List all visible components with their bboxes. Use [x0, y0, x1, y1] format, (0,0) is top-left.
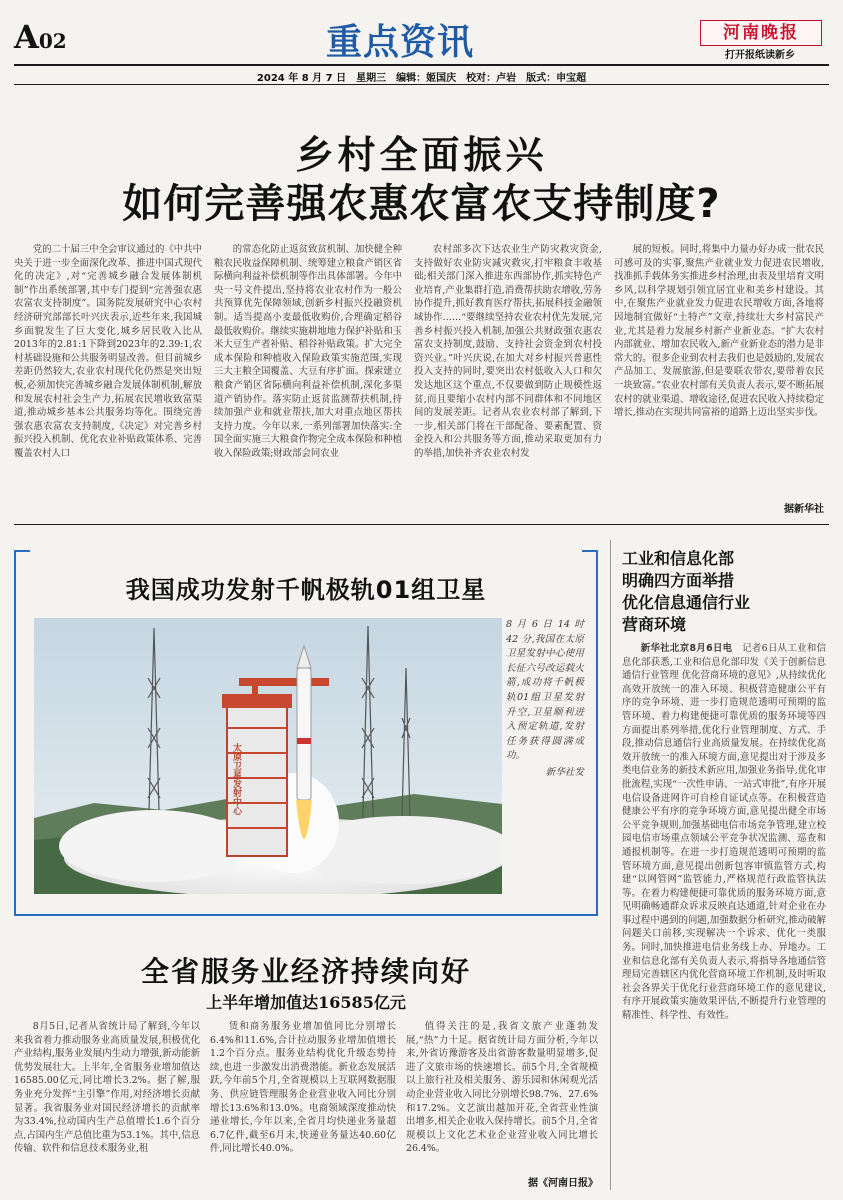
lead-paragraph: 党的二十届三中全会审议通过的《中共中央关于进一步全面深化改革、推进中国式现代化的决定》,对“完善城乡融合发展体制机制”作出系统部署,其中专门提到“完善强农惠农富农支持制度”。国务院发展研究中心农村经济研究部部长叶兴庆表示,近些年来,我国城乡面貌发生了巨大变化,城乡居民收入比从2013年的2.81:1下降到2023年的2.39:1,农村基础设施和公共服务明显改善。但目前城乡差距仍然较大,农业农村现代化仍然是突出短板,必须加快完善城乡融合发展体制机制,解放和发展农村社会生产力,拓展农民增收致富渠道,推动城乡基本公共服务均等化。围绕完善强农惠农富农支持制度,《决定》对完善乡村振兴投入机制、优化农业补贴政策体系、完善覆盖农村人口: [14, 244, 202, 459]
industry-body: [622, 642, 826, 1190]
photo-caption: [506, 618, 584, 780]
lead-paragraph: 农村部多次下达农业生产防灾救灾资金,支持做好农业防灾减灾救灾,打牢粮食丰收基础;相关部门深入推进东西部协作,抓实特色产业培育,产业集群打造,消费帮扶助农增收,劳务协作提升,抓好教育医疗帮扶,拓展科技金融领域协作……“要继续坚持农业农村优先发展,完善乡村振兴投入机制,加强公共财政强农惠农富农支持制度,鼓励、支持社会资金到农村投资兴业。”叶兴庆说,在加大对乡村振兴普惠性投入支持的同时,要突出农村低收入人口和欠发达地区这个重点,不仅要做到防止规模性返贫,而且要缩小农村内部不同群体和不同地区间的发展差距。记者从农业农村部了解到,下一步,相关部门将在干部配备、要素配置、资金投入和公共服务等方面,推动采取更加有力的举措,加快补齐农业农村发: [414, 244, 602, 459]
industry-headline-line: 明确四方面举措: [622, 571, 735, 590]
launch-photo-illustration: [34, 618, 502, 894]
photo-credit: 新华社发: [545, 766, 584, 778]
header-rule: [14, 64, 829, 66]
service-headline: 全省服务业经济持续向好: [140, 955, 471, 988]
lead-source: 据新华社: [784, 504, 824, 515]
service-paragraph: 8月5日,记者从省统计局了解到,今年以来我省着力推动服务业高质量发展,积极优化产业结构,服务业发展内生动力增强,新动能新优势发展壮大。上半年,全省服务业增加值达16585.00亿元,同比增长3.2%。据了解,服务业充分发挥“主引擎”作用,对经济增长贡献显著。我省服务业对国民经济增长的贡献率为33.4%,拉动国内生产总值增长1.6个百分点,占国内生产总值比重为53.1%。其中,信息传输、软件和信息技术服务业,租: [14, 1021, 200, 1155]
service-column-1: [14, 1020, 200, 1190]
header-rule-lower: [14, 84, 829, 85]
lead-column-3: [414, 243, 602, 515]
lead-bottom-rule: [14, 524, 829, 525]
lead-column-4: [614, 243, 824, 491]
industry-body-text: 记者6日从工业和信息化部获悉,工业和信息化部印发《关于创新信息通信行业管理 优化营商环境的意见》,从持续优化高效开放统一的准入环境、积极营造健康公平有序的竞争环境、进一步打造规范透明可预期的监管环境、着力构建便捷可靠优质的服务环境等四方面提出系列举措,优化行业管理制度、方式、手段,推动信息通信行业高质量发展。在持续优化高效开放统一的准入环境方面,意见提出对于涉及多类电信业务的新技术新应用,加强业务指导,优化审批流程,实现“一次性申请、一站式审批”,有序开展电信设备进网许可自检自证试点等。在积极营造健康公平有序的竞争环境方面,意见提出健全市场公平竞争规则,加强基础电信市场竞争管理,建立校园电信市场重点领域公平竞争状况监测、巡查和通报机制等。在进一步打造规范透明可预期的监管环境方面,意见提出创新包容审慎监管方式,构建“以网管网”监管能力,严格规范行政监管执法等。在着力构建便捷可靠优质的服务环境方面,意见明确畅通群众诉求反映直达通道,针对企业在办事过程中遇到的问题,加强数据分析研究,推动破解问题关口前移,实现解决一个诉求、优化一类服务。同时,加快推进电信业务线上办、异地办。工业和信息化部有关负责人表示,将指导各地通信管理局完善辖区内优化营商环境工作机制,及时听取社会各界关于优化行业营商环境工作的意见建议,有序开展政策实施效果评估,不断提升行业管理的精准性、科学性、有效性。: [622, 643, 826, 1022]
satellite-title-mask: [30, 540, 582, 562]
industry-headline-line: 营商环境: [622, 615, 687, 634]
industry-headline: [622, 548, 832, 636]
page-number-digits: 02: [38, 29, 67, 53]
section-title: 重点资讯: [325, 22, 474, 63]
lead-headline-2: 如何完善强农惠农富农支持制度?: [122, 181, 721, 227]
lead-headline-1: 乡村全面振兴: [295, 133, 548, 177]
satellite-title: 我国成功发射千帆极轨01组卫星: [125, 576, 487, 604]
industry-headline-line: 优化信息通信行业: [622, 593, 751, 612]
service-column-2: [210, 1020, 396, 1190]
service-paragraph: 赁和商务服务业增加值同比分别增长6.4%和11.6%,合计拉动服务业增加值增长1.2个百分点。服务业结构优化升级态势持续,也进一步激发出消费潜能。新业态发展活跃,今年前5个月,全省规模以上互联网数据服务、供应链管理服务企业营业收入同比分别增长13.6%和13.0%。电商领域深度推动快递业增长,今年以来,全省月均快递业务量超6.7亿件,截至6月末,快递业务量达40.60亿件,同比增长40.0%。: [210, 1021, 396, 1155]
industry-dateline: 新华社北京8月6日电: [640, 643, 733, 654]
service-source: 据《河南日报》: [528, 1178, 598, 1189]
logo-slogan: 打开报纸读新乡: [725, 50, 795, 61]
service-subhead: 上半年增加值达16585亿元: [206, 993, 406, 1012]
industry-headline-line: 工业和信息化部: [622, 549, 735, 568]
photo-caption-text: 8 月 6 日 14 时 42 分,我国在太原卫星发射中心使用长征六号改运载火箭,成功将千帆极轨01组卫星发射升空,卫星顺利进入预定轨道,发射任务获得圆满成功。: [506, 619, 584, 762]
service-column-3: [406, 1020, 598, 1170]
lead-column-2: [214, 243, 402, 515]
lead-paragraph: 的常态化防止返贫致贫机制、加快健全种粮农民收益保障机制、统筹建立粮食产销区省际横向利益补偿机制等作出具体部署。今年中央一号文件提出,坚持将农业农村作为一般公共预算优先保障领域,创新乡村振兴投融资机制。适当提高小麦最低收购价,合理确定稻谷最低收购价。继续实施耕地地力保护补贴和玉米大豆生产者补贴、稻谷补贴政策。扩大完全成本保险和种植收入保险政策实施范围,实现三大主粮全国覆盖、大豆有序扩面。探索建立粮食产销区省际横向利益补偿机制,深化多渠道产销协作。落实防止返贫监测帮扶机制,持续加强产业和就业帮扶,加大对重点地区帮扶支持力度。今年以来,一系列部署加快落实:全国全面实施三大粮食作物完全成本保险和种植收入保险政策;财政部会同农业: [214, 244, 402, 459]
tower-sign: 太原卫星发射中心: [231, 743, 241, 815]
page-letter: A: [14, 18, 39, 56]
newspaper-logo: [700, 20, 822, 46]
meta-line: 2024 年 8 月 7 日 星期三 编辑：姬国庆 校对：卢岩 版式：申宝超: [256, 73, 587, 84]
logo-text: 河南晚报: [723, 23, 799, 43]
launch-photo: [34, 618, 502, 894]
page-number: [14, 18, 67, 54]
service-paragraph: 值得关注的是,我省文旅产业蓬勃发展,“热”力十足。据省统计局方面分析,今年以来,外省访豫游客及出省游客数量明显增多,促进了文旅市场的快速增长。前5个月,全省规模以上旅行社及相关服务、游乐园和休闲观光活动企业营业收入同比分别增长98.7%、27.6%和17.2%。文艺演出越加开花,全省营业性演出增多,相关企业收入保持增长。前5个月,全省规模以上文化艺术业企业营业收入同比增长26.4%。: [406, 1021, 598, 1155]
right-column-divider: [610, 540, 611, 1190]
lead-column-1: [14, 243, 202, 515]
lead-paragraph: 展的短板。同时,将集中力量办好办成一批农民可感可及的实事,聚焦产业就业发力促进农民增收,找准抓手载体务实推进乡村治理,由表及里培育文明乡风,以科学规划引领宜居宜业和美乡村建设。其中,在聚焦产业就业发力促进农民增收方面,各地将因地制宜做好“土特产”文章,持续壮大乡村富民产业,尤其是着力发展乡村新产业新业态。“扩大农村内部就业、增加农民收入,新产业新业态的潜力是非常大的。很多企业到农村去我们也是鼓励的,发展农产品加工、发展旅游,但是要联农带农,要带着农民一块致富。”农业农村部有关负责人表示,要不断拓展农村的就业渠道、增收途径,促进农民收入持续稳定增长,推动在实现共同富裕的道路上迈出坚实步伐。: [614, 244, 824, 419]
